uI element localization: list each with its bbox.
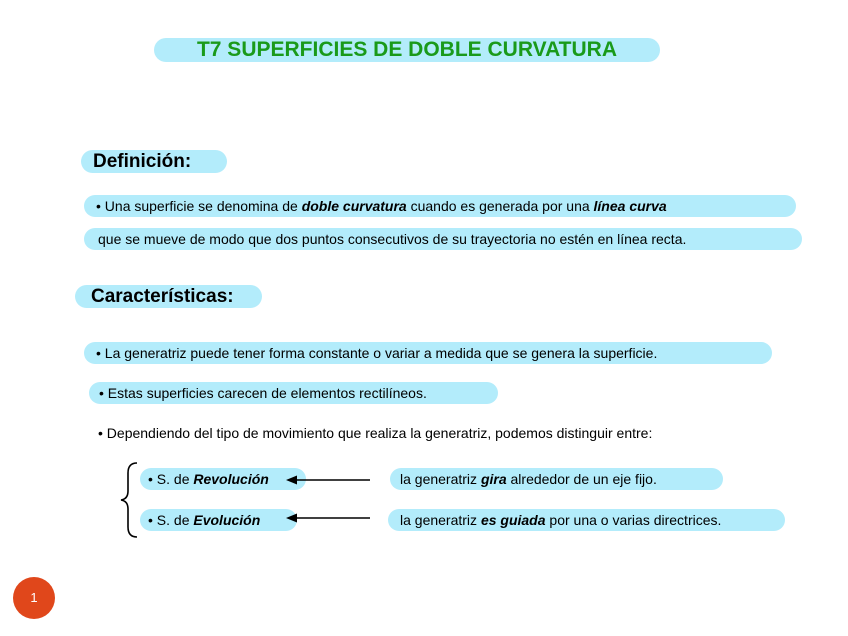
tipo-prefix: • S. de [148,471,194,487]
tipo-name: Evolución [193,512,261,528]
definicion-text-1: • Una superficie se denomina de [96,198,302,214]
desc-text: alrededor de un eje fijo. [506,471,657,487]
tipo-revolucion [140,468,306,490]
left-brace-icon [118,461,140,539]
desc-bold: gira [480,471,507,487]
caracteristicas-heading: Características: [75,285,262,308]
definicion-bold-1: doble curvatura [301,198,407,214]
tipo-prefix: • S. de [148,512,194,528]
arrow-left-icon [286,512,372,524]
slide-title: T7 SUPERFICIES DE DOBLE CURVATURA [154,38,660,62]
definicion-text-2: cuando es generada por una [406,198,594,214]
definicion-line-2: que se mueve de modo que dos puntos consecutivos de su trayectoria no estén en línea recta. [84,228,802,250]
desc-bold: es guiada [480,512,546,528]
desc-text: la generatriz [400,471,481,487]
definicion-heading: Definición: [81,150,227,173]
desc-text: por una o varias directrices. [545,512,722,528]
tipo-evolucion-desc [388,509,785,531]
caracteristica-bullet-2: • Estas superficies carecen de elementos rectilíneos. [89,382,498,404]
tipo-evolucion [140,509,297,531]
definicion-bold-2: línea curva [593,198,667,214]
arrow-left-icon [286,474,372,486]
page-number-badge: 1 [13,577,55,619]
tipo-revolucion-desc [390,468,723,490]
caracteristica-bullet-1: • La generatriz puede tener forma constante o variar a medida que se genera la superficie. [84,342,772,364]
definicion-line-1 [84,195,796,217]
caracteristica-bullet-3: • Dependiendo del tipo de movimiento que realiza la generatriz, podemos distinguir entre: [98,425,653,441]
tipo-name: Revolución [193,471,269,487]
desc-text: la generatriz [400,512,481,528]
